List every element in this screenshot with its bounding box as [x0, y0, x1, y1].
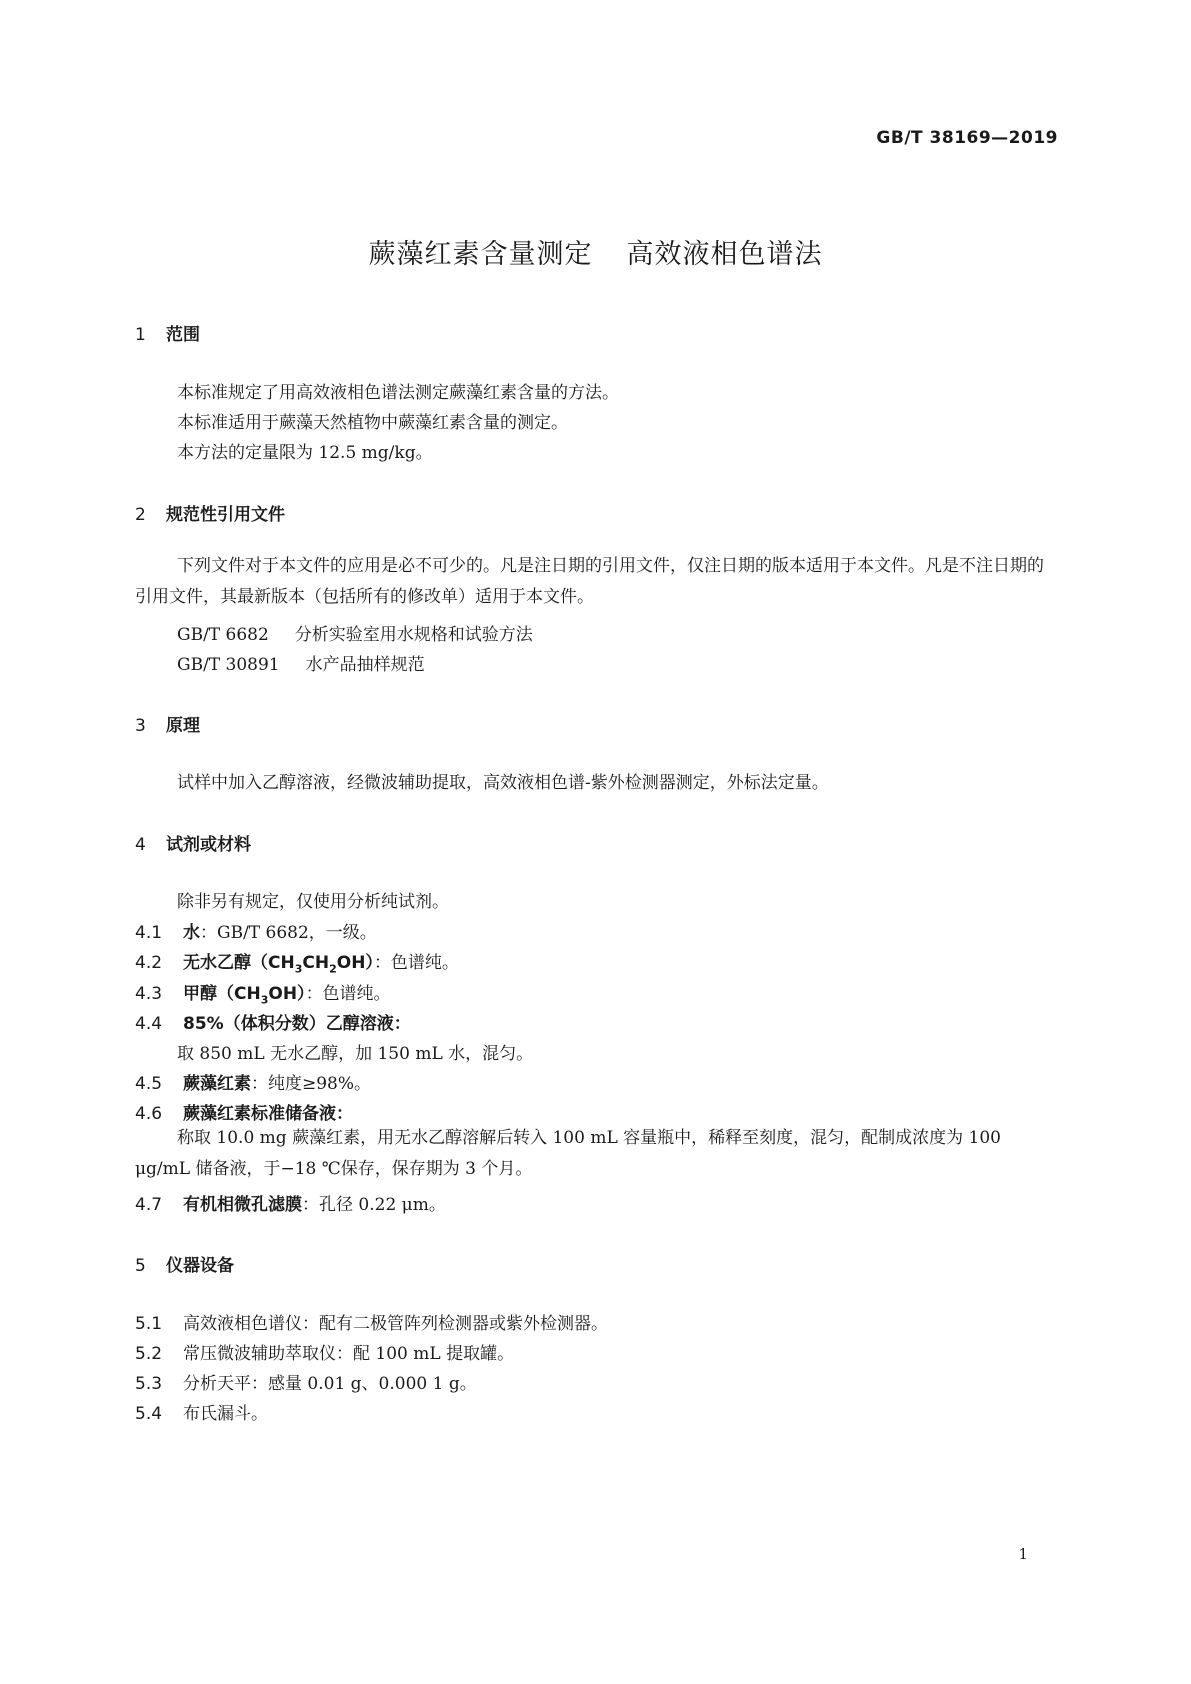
item-name: 无水乙醇$(CH_3CH_2OH)$: [183, 953, 374, 976]
document-title: [0, 232, 1191, 271]
reference-code: GB/T 30891: [177, 655, 280, 675]
item-5-2: 5.2 常压微波辅助萃取仪：配 100 mL 提取罐。: [135, 1344, 515, 1364]
item-5-4: 5.4 布氏漏斗。: [135, 1404, 268, 1424]
section-1-para-1: 本标准规定了用高效液相色谱法测定蕨藻红素含量的方法。: [177, 383, 619, 403]
section-number: 1: [135, 325, 146, 345]
item-4-4-text: 取 850 mL 无水乙醇，加 150 mL 水，混匀。: [177, 1044, 534, 1064]
item-name: 水: [183, 923, 200, 943]
item-text: ：孔径 0.22 μm。: [302, 1195, 446, 1215]
section-4-heading: [135, 830, 251, 855]
item-text: ：纯度≥98%。: [251, 1074, 372, 1094]
page-number: 1: [1018, 1545, 1028, 1563]
section-1-para-2: 本标准适用于蕨藻天然植物中蕨藻红素含量的测定。: [177, 413, 568, 433]
title-part-2: 高效液相色谱法: [626, 239, 823, 270]
reference-2: [177, 650, 425, 675]
reference-title: 水产品抽样规范: [305, 655, 425, 675]
section-3-para-1: 试样中加入乙醇溶液，经微波辅助提取，高效液相色谱-紫外检测器测定，外标法定量。: [177, 773, 829, 793]
item-4-1: 4.1 水：GB/T 6682，一级。: [135, 923, 377, 943]
section-1-heading: [135, 320, 200, 345]
item-name: 蕨藻红素标准储备液：: [183, 1104, 353, 1124]
item-4-3: 4.3 甲醇$(CH_3OH)$：色谱纯。: [135, 984, 391, 1007]
item-5-3: 5.3 分析天平：感量 0.01 g、0.000 1 g。: [135, 1374, 477, 1394]
item-4-4: 4.4 85%（体积分数）乙醇溶液：: [135, 1014, 411, 1034]
section-4-intro: 除非另有规定，仅使用分析纯试剂。: [177, 892, 449, 912]
item-text: ：色谱纯。: [305, 984, 391, 1004]
section-2-heading: [135, 500, 285, 525]
section-title: 范围: [166, 325, 200, 345]
reference-title: 分析实验室用水规格和试验方法: [294, 625, 533, 645]
section-title: 试剂或材料: [166, 835, 251, 855]
section-number: 5: [135, 1256, 146, 1276]
item-5-1: 5.1 高效液相色谱仪：配有二极管阵列检测器或紫外检测器。: [135, 1314, 608, 1334]
section-number: 4: [135, 835, 146, 855]
section-number: 3: [135, 716, 146, 736]
item-text: 布氏漏斗。: [183, 1404, 268, 1424]
item-name: 甲醇$(CH_3OH)$: [183, 984, 306, 1007]
title-part-1: 蕨藻红素含量测定: [368, 239, 593, 270]
section-3-heading: [135, 711, 200, 736]
item-text: 分析天平：感量 0.01 g、0.000 1 g。: [183, 1374, 477, 1394]
item-text: ：GB/T 6682，一级。: [200, 923, 377, 943]
item-text: 常压微波辅助萃取仪：配 100 mL 提取罐。: [183, 1344, 515, 1364]
item-text: 高效液相色谱仪：配有二极管阵列检测器或紫外检测器。: [183, 1314, 608, 1334]
item-4-7: 4.7 有机相微孔滤膜：孔径 0.22 μm。: [135, 1195, 446, 1215]
section-5-heading: [135, 1251, 234, 1276]
reference-code: GB/T 6682: [177, 625, 269, 645]
item-4-6: 4.6 蕨藻红素标准储备液：: [135, 1104, 353, 1124]
item-name: 蕨藻红素: [183, 1074, 251, 1094]
section-number: 2: [135, 505, 146, 525]
item-text: ：色谱纯。: [373, 953, 459, 973]
section-1-para-3: 本方法的定量限为 12.5 mg/kg。: [177, 443, 433, 463]
section-title: 原理: [166, 716, 200, 736]
standard-code: GB/T 38169—2019: [876, 128, 1058, 148]
item-name: 有机相微孔滤膜: [183, 1195, 302, 1215]
section-title: 规范性引用文件: [166, 505, 285, 525]
reference-1: [177, 620, 533, 645]
item-4-5: 4.5 蕨藻红素：纯度≥98%。: [135, 1074, 372, 1094]
item-name: 85%（体积分数）乙醇溶液：: [183, 1014, 411, 1034]
section-title: 仪器设备: [166, 1256, 234, 1276]
section-2-para-1: 下列文件对于本文件的应用是必不可少的。凡是注日期的引用文件，仅注日期的版本适用于本文件。凡是不注日期的引用文件，其最新版本（包括所有的修改单）适用于本文件。: [135, 556, 1044, 607]
item-4-2: 4.2 无水乙醇$(CH_3CH_2OH)$：色谱纯。: [135, 953, 459, 976]
item-4-6-text: 称取 10.0 mg 蕨藻红素，用无水乙醇溶解后转入 100 mL 容量瓶中，稀释至刻度，混匀，配制成浓度为 100 μg/mL 储备液，于−18 ℃保存，保存期为 3 个月。: [135, 1128, 1001, 1179]
